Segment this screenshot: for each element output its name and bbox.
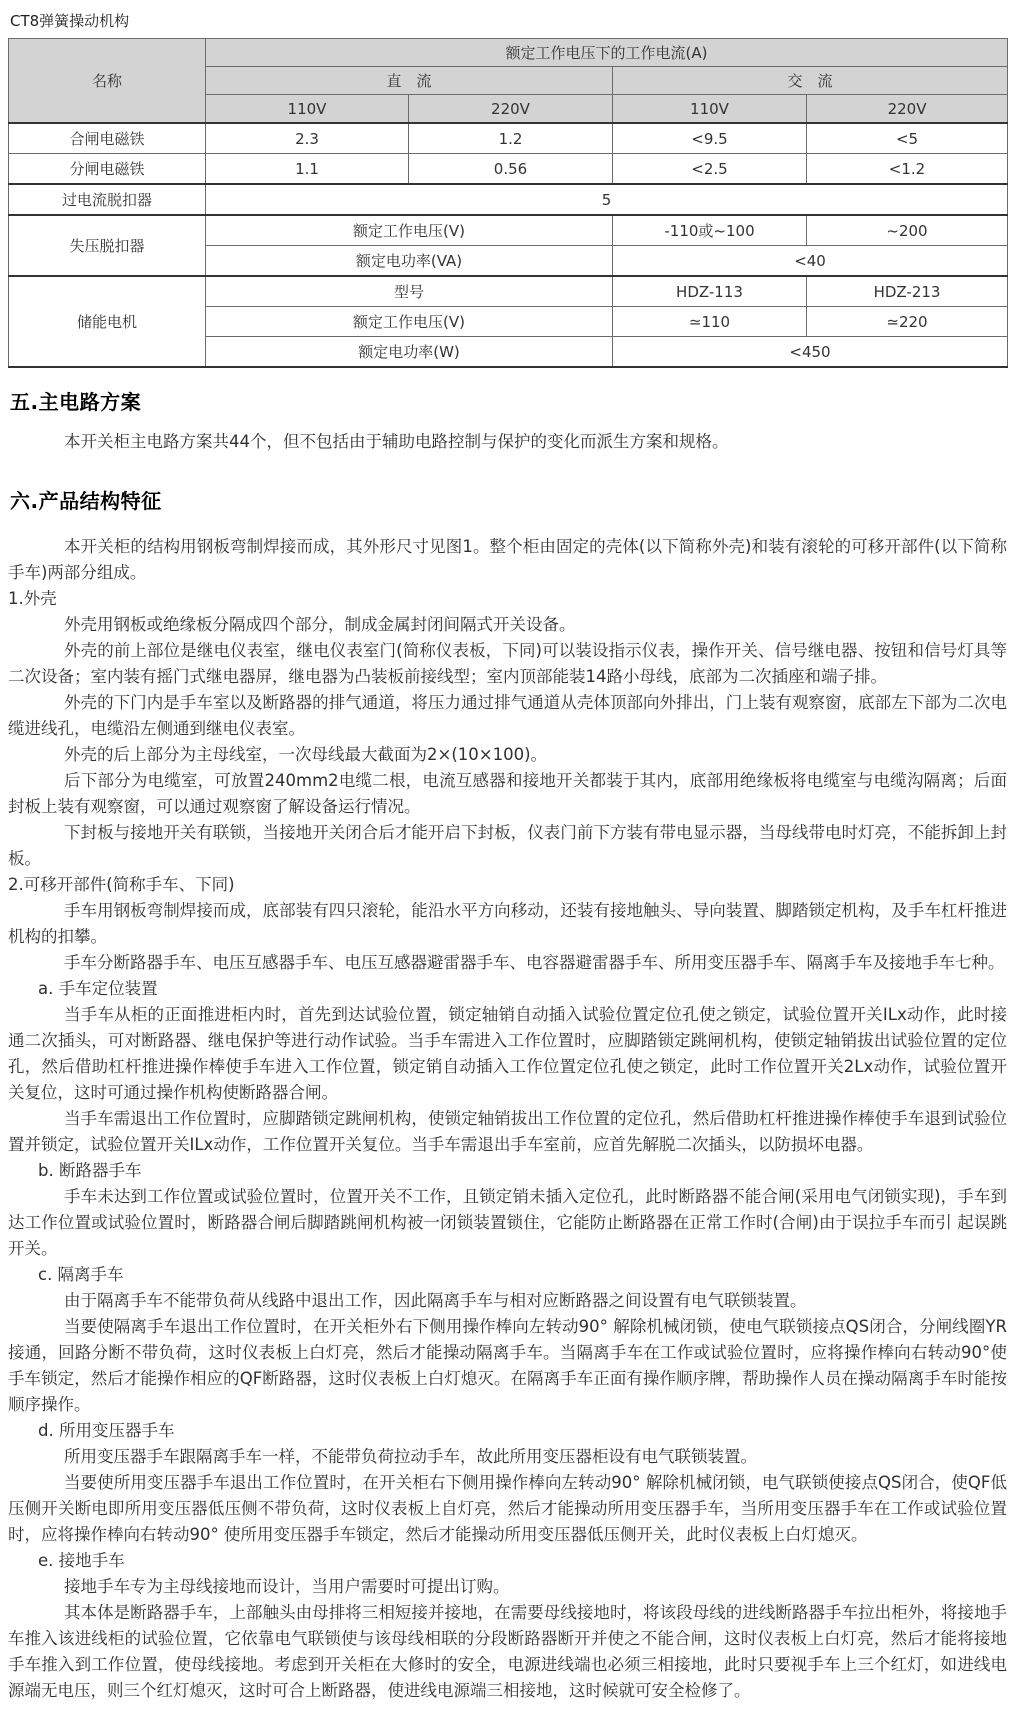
paragraph: 外壳的前上部位是继电仪表室，继电仪表室门(简称仪表板，下同)可以装设指示仪表，操作开关、信号继电器、按钮和信号灯具等二次设备；室内装有摇门式继电器屏，继电器为凸装板前接线型；室内顶部能装14路小母线，底部为二次插座和端子排。 (8, 641, 1007, 686)
paragraph: 后下部分为电缆室，可放置240mm2电缆二根，电流互感器和接地开关都装于其内，底部用绝缘板将电缆室与电缆沟隔离；后面封板上装有观察窗，可以通过观察窗了解设备运行情况。 (8, 771, 1007, 816)
param-label: 型号 (206, 276, 613, 307)
cell-value: 1.2 (409, 123, 613, 154)
table-header-voltage: 220V (807, 95, 1008, 124)
paragraph: 其本体是断路器手车，上部触头由母排将三相短接并接地，在需要母线接地时，将该段母线的进线断路器手车拉出柜外，将接地手车推入该进线柜的试验位置，它依靠电气联锁使与该母线相联的分段断路器断开并使之不能合闸，这时仪表板上白灯亮，然后才能将接地手车推入到工作位置，使母线接地。考虑到开关柜在大修时的安全，电源进线端也必须三相接地，此时只要视手车上三个红灯，如进线电源端无电压，则三个红灯熄灭，这时可合上断路器，使进线电源端三相接地，这时候就可安全检修了。 (8, 1603, 1007, 1700)
cell-value: -110或~100 (613, 215, 807, 246)
paragraph: 本开关柜主电路方案共44个，但不包括由于辅助电路控制与保护的变化而派生方案和规格。 (64, 432, 729, 451)
cell-value: HDZ-213 (807, 276, 1008, 307)
cell-value: ~200 (807, 215, 1008, 246)
paragraph: 1.外壳 (8, 589, 57, 608)
cell-value: <2.5 (613, 154, 807, 185)
cell-value: 1.1 (206, 154, 409, 185)
cell-value: <9.5 (613, 123, 807, 154)
paragraph: 当手车需退出工作位置时，应脚踏锁定跳闸机构，使锁定轴销拔出工作位置的定位孔，然后借助杠杆推进操作棒使手车退到试验位置并锁定，试验位置开关ILx动作，工作位置开关复位。当手车需退出手车室前，应首先解脱二次插头，以防损坏电器。 (8, 1109, 1007, 1154)
table-header-row-title (9, 39, 1008, 67)
table-row-opening-magnet (9, 154, 1008, 185)
paragraph: a. 手车定位装置 (38, 979, 158, 998)
spec-table (8, 38, 1008, 368)
paragraph: 当要使隔离手车退出工作位置时，在开关柜外右下侧用操作棒向左转动90° 解除机械闭锁，使电气联锁接点QS闭合，分闸线圈YR接通，回路分断不带负荷，这时仪表板上白灯亮，然后才能操动隔离手车。当隔离手车在工作或试验位置时，应将操作棒向右转动90°使手车锁定，然后才能操作相应的QF断路器，这时仪表板上白灯熄灭。在隔离手车正面有操作顺序牌，帮助操作人员在操动隔离手车时能按顺序操作。 (8, 1317, 1007, 1414)
paragraph: 外壳的后上部分为主母线室，一次母线最大截面为2×(10×100)。 (64, 745, 548, 764)
paragraph: 当手车从柜的正面推进柜内时，首先到达试验位置，锁定轴销自动插入试验位置定位孔使之锁定，试验位置开关ILx动作，此时接通二次插头，可对断路器、继电保护等进行动作试验。当手车需进入工作位置时，应脚踏锁定跳闸机构，使锁定轴销拔出试验位置的定位孔，然后借助杠杆推进操作棒使手车进入工作位置，锁定销自动插入工作位置定位孔使之锁定，此时工作位置开关2Lx动作，试验位置开关复位，这时可通过操作机构使断路器合闸。 (8, 1005, 1007, 1102)
cell-value: HDZ-113 (613, 276, 807, 307)
table-row-closing-magnet (9, 123, 1008, 154)
table-row-overcurrent-release (9, 184, 1008, 215)
table-row-motor-1 (9, 276, 1008, 307)
table-header-dc: 直 流 (206, 67, 613, 95)
cell-value: 2.3 (206, 123, 409, 154)
paragraph: 手车用钢板弯制焊接而成，底部装有四只滚轮，能沿水平方向移动，还装有接地触头、导向装置、脚踏锁定机构，及手车杠杆推进机构的扣攀。 (8, 901, 1007, 946)
section-heading-6: 六.产品结构特征 (10, 489, 162, 513)
paragraph: 本开关柜的结构用钢板弯制焊接而成，其外形尺寸见图1。整个柜由固定的壳体(以下简称外壳)和装有滚轮的可移开部件(以下简称手车)两部分组成。 (8, 537, 1007, 582)
paragraph: 手车分断路器手车、电压互感器手车、电压互感器避雷器手车、电容器避雷器手车、所用变压器手车、隔离手车及接地手车七种。 (64, 953, 1005, 972)
paragraph: 当要使所用变压器手车退出工作位置时，在开关柜右下侧用操作棒向左转动90° 解除机械闭锁，电气联锁使接点QS闭合，使QF低压侧开关断电即所用变压器低压侧不带负荷，这时仪表板上自灯亮，然后才能操动所用变压器手车，当所用变压器手车在工作或试验位置时，应将操作棒向右转动90° 使所用变压器手车锁定，然后才能操动所用变压器低压侧开关，此时仪表板上白灯熄灭。 (8, 1473, 1007, 1544)
param-label: 额定工作电压(V) (206, 307, 613, 337)
paragraph: d. 所用变压器手车 (38, 1421, 175, 1440)
section-6-body (8, 534, 1007, 1704)
table-header-voltage: 220V (409, 95, 613, 124)
row-label: 储能电机 (9, 276, 206, 367)
paragraph: 下封板与接地开关有联锁，当接地开关闭合后才能开启下封板，仪表门前下方装有带电显示器，当母线带电时灯亮，不能拆卸上封板。 (8, 823, 1007, 868)
paragraph: e. 接地手车 (38, 1551, 125, 1570)
table-header-voltage: 110V (206, 95, 409, 124)
table-header-ac: 交 流 (613, 67, 1008, 95)
paragraph: b. 断路器手车 (38, 1161, 142, 1180)
param-label: 额定工作电压(V) (206, 215, 613, 246)
cell-value: ≃110 (613, 307, 807, 337)
table-caption: CT8弹簧操动机构 (10, 12, 130, 30)
param-label: 额定电功率(VA) (206, 246, 613, 277)
paragraph: 由于隔离手车不能带负荷从线路中退出工作，因此隔离手车与相对应断路器之间设置有电气联锁装置。 (64, 1291, 807, 1310)
cell-value: <1.2 (807, 154, 1008, 185)
paragraph: 外壳的下门内是手车室以及断路器的排气通道，将压力通过排气通道从壳体顶部向外排出，门上装有观察窗，底部左下部为二次电缆进线孔，电缆沿左侧通到继电仪表室。 (8, 693, 1007, 738)
row-label: 分闸电磁铁 (9, 154, 206, 185)
paragraph: 2.可移开部件(简称手车、下同) (8, 875, 235, 894)
paragraph: c. 隔离手车 (38, 1265, 124, 1284)
section-heading-5: 五.主电路方案 (10, 390, 142, 414)
row-label: 失压脱扣器 (9, 215, 206, 276)
cell-value: <450 (613, 337, 1008, 368)
cell-value: <5 (807, 123, 1008, 154)
paragraph: 外壳用钢板或绝缘板分隔成四个部分，制成金属封闭间隔式开关设备。 (64, 615, 576, 634)
table-row-undervoltage-release-1 (9, 215, 1008, 246)
cell-value: 0.56 (409, 154, 613, 185)
row-label: 过电流脱扣器 (9, 184, 206, 215)
table-header-title: 额定工作电压下的工作电流(A) (206, 39, 1008, 67)
paragraph: 所用变压器手车跟隔离手车一样，不能带负荷拉动手车，故此所用变压器柜设有电气联锁装置。 (64, 1447, 757, 1466)
paragraph: 接地手车专为主母线接地而设计，当用户需要时可提出订购。 (64, 1577, 510, 1596)
row-label: 合闸电磁铁 (9, 123, 206, 154)
cell-value: ≃220 (807, 307, 1008, 337)
param-label: 额定电功率(W) (206, 337, 613, 368)
paragraph: 手车未达到工作位置或试验位置时，位置开关不工作，且锁定销未插入定位孔，此时断路器不能合闸(采用电气闭锁实现)，手车到达工作位置或试验位置时，断路器合闸后脚踏跳闸机构被一闭锁装置锁住，它能防止断路器在正常工作时(合闸)由于误拉手车而引 起误跳开关。 (8, 1187, 1007, 1258)
table-header-voltage: 110V (613, 95, 807, 124)
cell-value: <40 (613, 246, 1008, 277)
table-header-name: 名称 (9, 39, 206, 124)
section-5-body (8, 429, 1007, 455)
cell-value: 5 (206, 184, 1008, 215)
